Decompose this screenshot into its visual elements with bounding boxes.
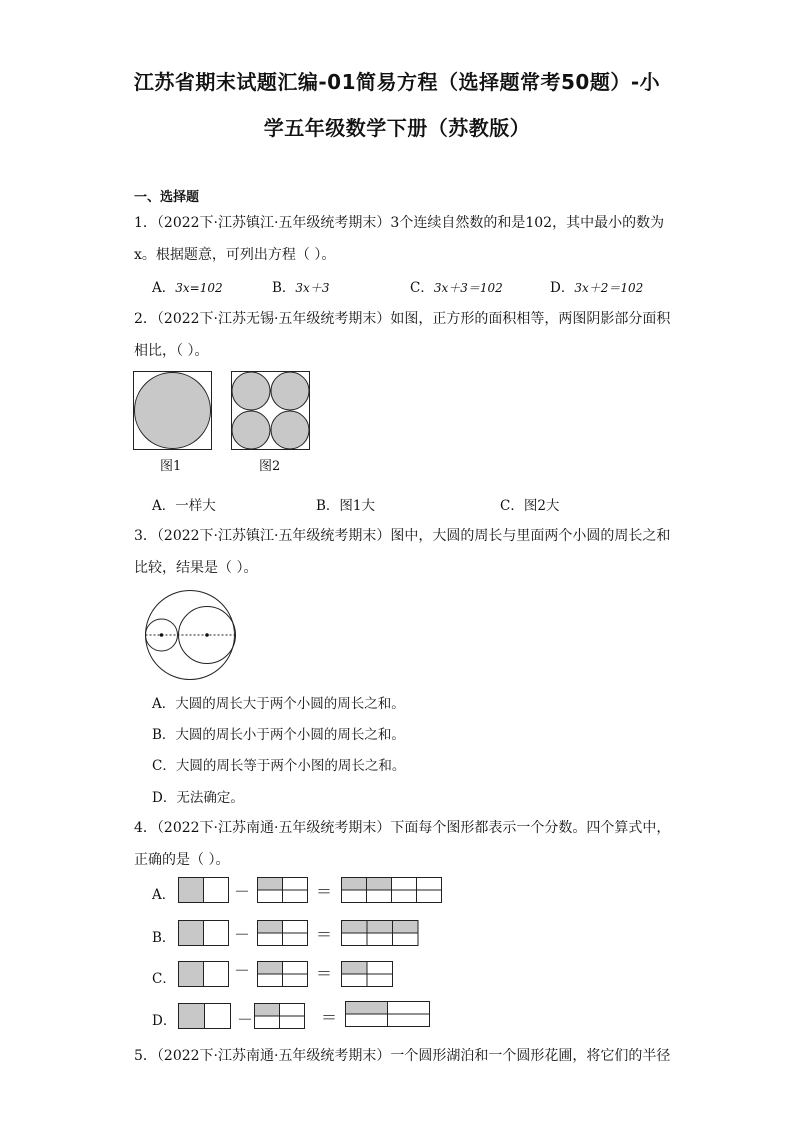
shaded-circle	[232, 411, 270, 449]
option-label: C．	[500, 498, 524, 514]
shaded-circle	[135, 373, 211, 449]
q1-option-a[interactable]	[152, 276, 223, 296]
q4-a-fraction-1	[178, 877, 230, 903]
option-value: 3x＋3＝102	[433, 281, 503, 295]
q4-d-fraction-2	[254, 1003, 306, 1029]
q3-option-a[interactable]	[152, 692, 405, 712]
shaded-circle	[271, 411, 309, 449]
q3-option-d[interactable]	[152, 786, 244, 806]
shaded-circle	[232, 372, 270, 410]
q4-c-fraction-3	[341, 961, 395, 987]
option-label: A．	[152, 696, 176, 712]
q1-option-c[interactable]	[410, 276, 503, 296]
q4-a-fraction-3	[341, 877, 445, 903]
option-label: D．	[152, 790, 177, 806]
equals-sign: ＝	[316, 882, 333, 901]
q2-fig2-caption: 图2	[259, 459, 281, 474]
q2-figure-1	[133, 371, 213, 451]
option-value: 图1大	[339, 498, 376, 514]
shaded-circle	[271, 372, 309, 410]
q2-option-c[interactable]	[500, 494, 559, 514]
option-value: 3x＋3	[295, 281, 330, 295]
minus-sign: －	[234, 925, 251, 944]
q4-stem-line2: 正确的是（ ）。	[134, 852, 230, 868]
option-value: 大圆的周长等于两个小图的周长之和。	[175, 758, 406, 774]
minus-sign: －	[234, 882, 251, 901]
q4-c-fraction-2	[257, 961, 309, 987]
q3-option-b[interactable]	[152, 723, 405, 743]
q4-option-c-label[interactable]: C．	[152, 971, 176, 987]
center-dot	[205, 633, 209, 637]
q4-a-fraction-2	[257, 877, 309, 903]
q2-figure-2	[231, 371, 311, 451]
q3-option-c[interactable]	[152, 754, 405, 774]
q4-d-fraction-1	[178, 1003, 232, 1029]
section-heading: 一、选择题	[134, 190, 200, 205]
q4-b-fraction-2	[257, 920, 309, 946]
q3-stem-line2: 比较，结果是（ ）。	[134, 560, 258, 576]
option-label: A．	[152, 280, 176, 296]
q4-c-fraction-1	[178, 961, 230, 987]
minus-sign: －	[234, 961, 251, 980]
q1-option-d[interactable]	[550, 276, 643, 296]
q1-stem-line2: x。根据题意，可列出方程（ ）。	[134, 247, 336, 263]
option-label: B．	[272, 280, 296, 296]
q2-option-a[interactable]	[152, 494, 216, 514]
equals-sign: ＝	[316, 964, 333, 983]
equals-sign: ＝	[321, 1008, 338, 1027]
q2-option-b[interactable]	[316, 494, 375, 514]
q5-stem-line1: 5．（2022下·江苏南通·五年级统考期末）一个圆形湖泊和一个圆形花圃，将它们的半径	[134, 1048, 671, 1064]
q4-option-b-label[interactable]: B．	[152, 930, 176, 946]
q2-stem-line2: 相比，（ ）。	[134, 343, 209, 359]
option-value: 3x＋2＝102	[574, 281, 644, 295]
equals-sign: ＝	[316, 925, 333, 944]
q4-stem-line1: 4．（2022下·江苏南通·五年级统考期末）下面每个图形都表示一个分数。四个算式中，	[134, 820, 671, 836]
option-value: 大圆的周长大于两个小圆的周长之和。	[175, 696, 405, 712]
option-value: 无法确定。	[176, 790, 244, 806]
option-label: B．	[316, 498, 340, 514]
option-value: 图2大	[523, 498, 560, 514]
minus-sign: －	[237, 1010, 254, 1029]
q4-b-fraction-3	[341, 920, 421, 946]
option-value: 一样大	[175, 498, 216, 514]
q1-stem-line1: 1．（2022下·江苏镇江·五年级统考期末）3个连续自然数的和是102，其中最小的数为	[134, 215, 665, 231]
q3-figure	[144, 589, 236, 681]
q2-stem-line1: 2．（2022下·江苏无锡·五年级统考期末）如图，正方形的面积相等，两图阴影部分面积	[134, 311, 671, 327]
q3-stem-line1: 3．（2022下·江苏镇江·五年级统考期末）图中，大圆的周长与里面两个小圆的周长之和	[134, 528, 671, 544]
option-label: B．	[152, 727, 176, 743]
q1-option-b[interactable]	[272, 276, 329, 296]
option-value: 3x=102	[175, 281, 223, 295]
doc-title-line2: 学五年级数学下册（苏教版）	[263, 116, 531, 140]
option-label: A．	[152, 498, 176, 514]
q4-b-fraction-1	[178, 920, 230, 946]
option-label: C．	[152, 758, 176, 774]
option-label: D．	[550, 280, 575, 296]
q2-fig1-caption: 图1	[160, 459, 182, 474]
option-value: 大圆的周长小于两个小圆的周长之和。	[175, 727, 405, 743]
option-label: C．	[410, 280, 434, 296]
q4-option-a-label[interactable]: A．	[152, 887, 176, 903]
center-dot	[160, 633, 164, 637]
q4-option-d-label[interactable]: D．	[152, 1013, 177, 1029]
doc-title-line1: 江苏省期末试题汇编-01简易方程（选择题常考50题）-小	[133, 70, 661, 94]
q4-d-fraction-3	[345, 1001, 431, 1027]
